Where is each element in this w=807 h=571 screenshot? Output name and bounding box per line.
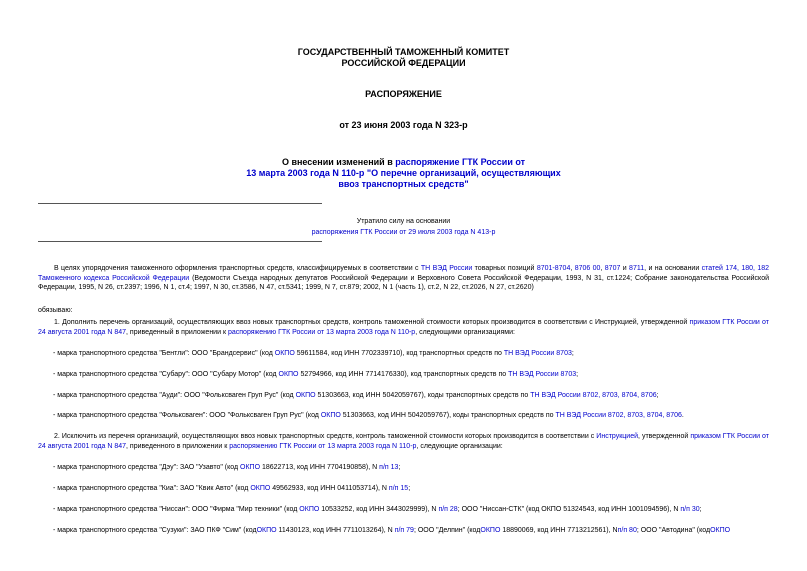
link-okpo[interactable]: ОКПО xyxy=(250,485,271,492)
item-text: - марка транспортного средства "Ниссан": ООО "Фирма "Мир техники" (код xyxy=(53,506,300,513)
title-line1 xyxy=(0,157,807,168)
obliges-text: обязываю: xyxy=(38,307,73,314)
link-okpo[interactable]: ОКПО xyxy=(480,527,501,534)
link-okpo[interactable]: ОКПО xyxy=(299,506,320,513)
item-text: 11430123, код ИНН 7711013264), N xyxy=(276,527,395,534)
doc-title xyxy=(0,157,807,190)
link-tnved-code[interactable]: ТН ВЭД России 8703 xyxy=(503,350,572,357)
item-text: - марка транспортного средства "Субару": ООО "Субару Мотор" (код xyxy=(53,371,279,378)
preamble-text: В целях упорядочения таможенного оформления транспортных средств, классифицируемых в соответствии с xyxy=(54,265,421,272)
item-text: ; xyxy=(408,485,411,492)
p1-text: 1. Дополнить перечень организаций, осуществляющих ввоз новых транспортных средств, контроль таможенной стоимости которых производится в соответствии с Инструкцией, утвержденной xyxy=(54,319,690,326)
title-prefix: О внесении изменений в xyxy=(281,157,396,167)
link-okpo[interactable]: ОКПО xyxy=(240,464,261,471)
link-tnved-code[interactable]: ТН ВЭД России 8703 xyxy=(508,371,577,378)
link-okpo[interactable]: ОКПО xyxy=(710,527,731,534)
paragraph-2 xyxy=(38,432,769,451)
link-order-847[interactable]: приказом ГТК России от 24 августа 2001 года N 847 xyxy=(38,433,769,450)
link-tnved[interactable]: ТН ВЭД России xyxy=(420,265,473,272)
doc-type: РАСПОРЯЖЕНИЕ xyxy=(365,89,442,99)
list-item xyxy=(53,391,769,401)
link-list-position[interactable]: п/п 28 xyxy=(438,506,458,513)
list-item xyxy=(53,505,769,515)
title-line3 xyxy=(0,179,807,190)
p2-text: , следующие организации: xyxy=(416,442,503,450)
preamble-text: , xyxy=(570,265,575,272)
preamble-text: товарных позиций xyxy=(472,265,537,272)
link-tnved-code[interactable]: ТН ВЭД России 8702, 8703, 8704, 8706 xyxy=(555,412,682,419)
item-text: 51303663, код ИНН 5042059767), коды транспортных средств по xyxy=(340,412,556,419)
list-item xyxy=(53,484,769,494)
link-list-position[interactable]: п/п 79 xyxy=(394,527,414,534)
item-text: 51303663, код ИНН 5042059767), коды транспортных средств по xyxy=(315,392,531,399)
link-tnved-code[interactable]: ТН ВЭД России 8702, 8703, 8704, 8706 xyxy=(530,392,657,399)
item-text: 18622713, код ИНН 7704190858), N xyxy=(260,464,380,471)
item-text: - марка транспортного средства "Киа": ЗАО "Квик Авто" (код xyxy=(53,485,251,492)
list-item xyxy=(53,411,769,421)
doc-date: от 23 июня 2003 года N 323-р xyxy=(339,120,468,130)
item-text: 52794966, код ИНН 7714176330), код транспортных средств по xyxy=(298,371,509,378)
item-text: 10533252, код ИНН 3443029999), N xyxy=(319,506,439,513)
lost-force-basis xyxy=(0,228,807,237)
item-text: 49562933, код ИНН 0411053714), N xyxy=(270,485,389,492)
link-order-847[interactable]: приказом ГТК России от 24 августа 2001 года N 847 xyxy=(38,319,770,336)
item-text: - марка транспортного средства "Ауди": ООО "Фольксваген Груп Рус" (код xyxy=(53,392,296,399)
link-list-position[interactable]: п/п 30 xyxy=(680,506,700,513)
paragraph-1 xyxy=(38,318,769,337)
link-8701-8704[interactable]: 8701-8704 xyxy=(536,265,571,272)
link-order-110r[interactable]: распоряжению ГТК России от 13 марта 2003 года N 110-р xyxy=(227,328,416,336)
item-text: 18890069, код ИНН 7713212561), N xyxy=(500,527,618,534)
divider-bottom xyxy=(38,241,322,242)
item-text: - марка транспортного средства "Бентли": ООО "Брандсервис" (код xyxy=(53,350,275,357)
title-link-part2[interactable]: 13 марта 2003 года N 110-р "О перечне организаций, осуществляющих xyxy=(246,168,561,178)
link-okpo[interactable]: ОКПО xyxy=(295,392,316,399)
org-name-line1: ГОСУДАРСТВЕННЫЙ ТАМОЖЕННЫЙ КОМИТЕТ xyxy=(297,47,510,57)
link-instruction[interactable]: Инструкцией xyxy=(596,433,638,440)
list-item xyxy=(53,349,769,359)
link-list-position[interactable]: п/п 15 xyxy=(388,485,409,492)
link-8707[interactable]: 8707 xyxy=(604,265,621,272)
title-link-part1[interactable]: распоряжение ГТК России от xyxy=(395,157,526,167)
item-text: ; ООО "Ниссан-СТК" (код ОКПО 51324543, код ИНН 1001094596), N xyxy=(457,506,681,513)
title-line2 xyxy=(0,168,807,179)
link-okpo[interactable]: ОКПО xyxy=(256,527,277,534)
item-text: - марка транспортного средства "Дэу": ЗАО "Узавто" (код xyxy=(53,464,241,471)
basis-link[interactable]: распоряжения ГТК России от 29 июля 2003 года N 413-р xyxy=(311,229,496,236)
title-link-part3[interactable]: ввоз транспортных средств" xyxy=(338,179,469,189)
lost-force-text: Утратило силу на основании xyxy=(356,218,451,225)
item-text: ; xyxy=(656,392,659,399)
p1-text: , приведенный в приложении к xyxy=(126,328,228,336)
link-8711[interactable]: 8711 xyxy=(629,265,645,272)
link-okpo[interactable]: ОКПО xyxy=(320,412,341,419)
preamble-text: , и на основании xyxy=(644,265,702,272)
link-list-position[interactable]: п/п 80 xyxy=(617,527,637,534)
link-8706-00[interactable]: 8706 00 xyxy=(574,265,601,272)
link-okpo[interactable]: ОКПО xyxy=(274,350,295,357)
preamble-paragraph xyxy=(38,264,769,293)
item-text: . xyxy=(681,412,684,419)
item-text: - марка транспортного средства "Сузуки": ЗАО ПКФ "Сим" (код xyxy=(53,527,257,534)
p2-text: 2. Исключить из перечня организаций, осуществляющих ввоз новых транспортных средств, контроль таможенной стоимости которых производится в соответствии с xyxy=(54,433,597,440)
item-text: ; xyxy=(571,350,574,357)
p2-text: , утвержденной xyxy=(638,433,691,440)
item-text: ; xyxy=(576,371,579,378)
item-text: ; xyxy=(398,464,401,471)
preamble-text: и xyxy=(620,265,630,272)
list-item xyxy=(53,370,769,380)
item-text: 59611584, код ИНН 7702339710), код транспортных средств по xyxy=(294,350,504,357)
item-text: ; ООО "Делпин" (код xyxy=(413,527,481,534)
item-text: ; ООО "Автодина" (код xyxy=(636,527,711,534)
divider-top xyxy=(38,203,322,204)
org-name-line2: РОССИЙСКОЙ ФЕДЕРАЦИИ xyxy=(341,58,466,68)
list-item xyxy=(53,526,769,536)
preamble-text: , xyxy=(600,265,605,272)
item-text: - марка транспортного средства "Фольксваген": ООО "Фольксваген Груп Рус" (код xyxy=(53,412,321,419)
link-list-position[interactable]: п/п 13 xyxy=(379,464,399,471)
p2-text: , приведенного в приложении к xyxy=(126,442,230,450)
item-text: ; xyxy=(699,506,702,513)
link-order-110r[interactable]: распоряжению ГТК России от 13 марта 2003 года N 110-р xyxy=(229,442,417,450)
list-item xyxy=(53,463,769,473)
link-okpo[interactable]: ОКПО xyxy=(278,371,299,378)
p1-text: , следующими организациями: xyxy=(415,328,515,336)
preamble-text: (Ведомости Съезда народных депутатов Российской Федерации и Верховного Совета Российской Федерации, 1993, N 31, ст.1224; Собрание законодательства Российской Федерации, 1995, N 26, ст.2397; 1996, N 1, ст.4; 1997, N 30, ст.3586, N 47, ст.5341; 1999, N 7, ст.879; 2002, N 1 (часть 1), ст.2, N 22, ст.2026, N 27, ст.2620) xyxy=(38,274,769,291)
link-customs-code-articles[interactable]: статей 174, 180, 182 Таможенного кодекса Российской Федерации xyxy=(38,265,770,282)
